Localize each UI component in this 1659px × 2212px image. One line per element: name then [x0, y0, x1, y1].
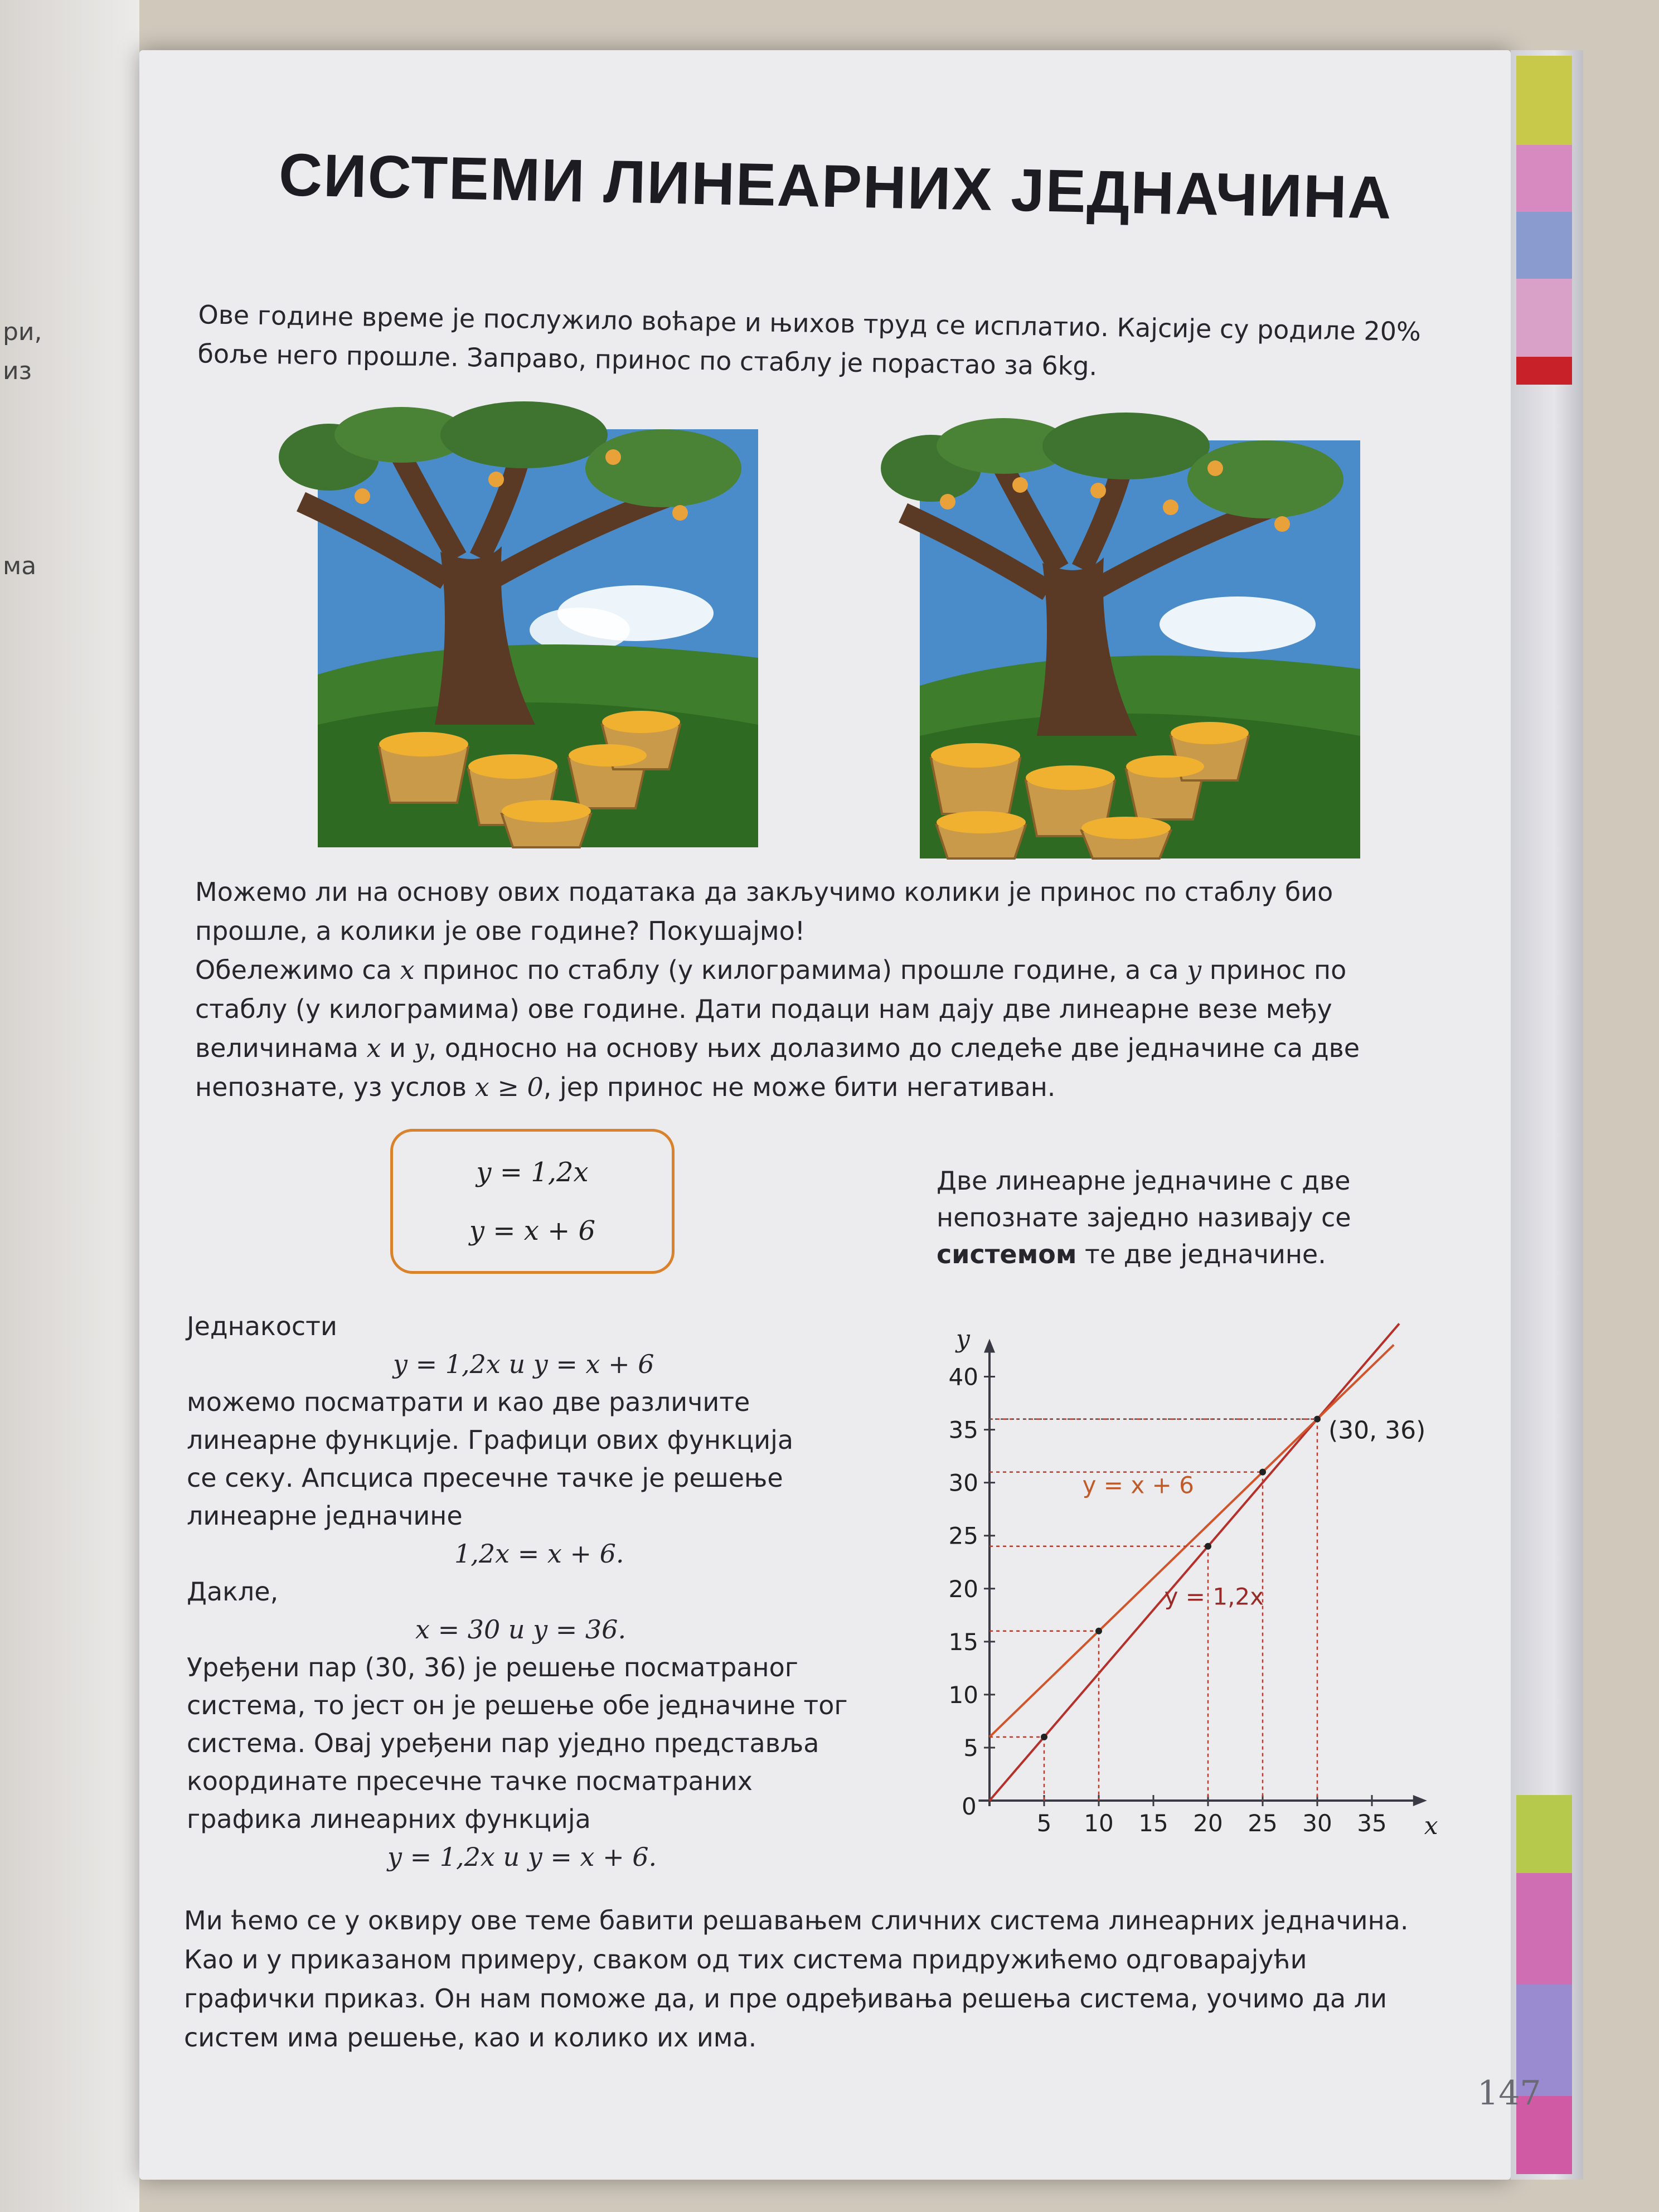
explanation-line: система. Овај уређени пар уједно представља — [187, 1728, 819, 1758]
y-tick-label: 20 — [948, 1575, 978, 1603]
question-line: прошле, а колики је ове године? Покушајмо! — [195, 916, 806, 946]
closing-line: Ми ћемо се у оквиру ове теме бавити решавањем сличних система линеарних једначина. — [184, 1905, 1409, 1936]
question-line: стаблу (у килограмима) ове године. Дати подаци нам дају две линеарне везе међу — [195, 994, 1332, 1024]
equations-inline: y = 1,2x и y = x + 6. — [387, 1842, 657, 1872]
series-line-y-x-plus-6 — [989, 1345, 1394, 1736]
text: принос по — [1201, 955, 1347, 985]
x-axis-label: x — [1424, 1812, 1438, 1840]
tree-illustration-left — [234, 413, 758, 847]
equation-system-box — [390, 1129, 675, 1274]
var-y: y — [1187, 955, 1202, 985]
y-tick-label: 15 — [948, 1628, 978, 1656]
text: те две једначине. — [1076, 1239, 1326, 1269]
equations-inline: y = 1,2x и y = x + 6 — [393, 1349, 654, 1379]
intersection-label: (30, 36) — [1328, 1416, 1426, 1445]
series-label: y = x + 6 — [1082, 1471, 1194, 1499]
page-number: 147 — [1477, 2074, 1541, 2113]
page-title: СИСТЕМИ ЛИНЕАРНИХ ЈЕДНАЧИНА — [278, 140, 1393, 231]
explanation-heading: Једнакости — [187, 1311, 337, 1341]
keyword-system: системом — [937, 1239, 1077, 1269]
explanation-line: линеарне функције. Графици ових функција — [187, 1425, 794, 1455]
definition-line: непознате заједно називају се — [937, 1202, 1351, 1233]
text: и — [381, 1033, 414, 1063]
color-tab — [1516, 357, 1572, 385]
y-tick-label: 25 — [948, 1522, 978, 1550]
intersection-chart — [914, 1310, 1438, 1856]
condition: x ≥ 0 — [474, 1072, 544, 1102]
color-tab — [1516, 279, 1572, 357]
color-tab — [1516, 1873, 1572, 1985]
definition-line — [937, 1236, 1438, 1273]
series-label: y = 1,2x — [1164, 1583, 1264, 1611]
explanation-text — [187, 1307, 911, 1876]
equation-1: y = 1,2x — [476, 1157, 589, 1188]
explanation-line: Дакле, — [187, 1576, 279, 1607]
x-tick-label: 35 — [1357, 1810, 1387, 1837]
closing-line: Као и у приказаном примеру, сваком од тих система придружићемо одговарајући — [184, 1944, 1307, 1975]
question-paragraph — [195, 872, 1477, 1107]
explanation-line: Уређени пар (30, 36) је решење посматраног — [187, 1652, 798, 1682]
var-y: y — [414, 1033, 429, 1063]
text: , односно на основу њих долазимо до следеће две једначине са две — [428, 1033, 1360, 1063]
text: Обележимо са — [195, 955, 400, 985]
x-axis-arrow — [1413, 1795, 1427, 1806]
color-tab — [1516, 145, 1572, 212]
explanation-line: система, то јест он је решење обе једначине тог — [187, 1690, 848, 1720]
closing-line: графички приказ. Он нам поможе да, и пре одређивања решења система, уочимо да ли — [184, 1983, 1388, 2014]
intro-line: боље него прошле. Заправо, принос по стаблу је порастао за 6kg. — [197, 338, 1098, 381]
explanation-line: се секу. Апсциса пресечне тачке је решење — [187, 1463, 783, 1493]
explanation-line: координате пресечне тачке посматраних — [187, 1766, 753, 1796]
y-tick-label: 10 — [948, 1681, 978, 1709]
closing-paragraph — [184, 1901, 1466, 2057]
x-tick-label: 15 — [1138, 1810, 1168, 1837]
explanation-line: можемо посматрати и као две различите — [187, 1387, 750, 1417]
text: непознате, уз услов — [195, 1072, 475, 1102]
var-x: x — [400, 955, 415, 985]
explanation-line: линеарне једначине — [187, 1501, 463, 1531]
text: величинама — [195, 1033, 367, 1063]
text: , јер принос не може бити негативан. — [543, 1072, 1056, 1102]
y-axis-label: y — [956, 1325, 970, 1354]
left-page-text: ри, — [3, 318, 42, 346]
x-tick-label: 30 — [1302, 1810, 1332, 1837]
question-line — [195, 1029, 1477, 1068]
x-tick-label: 25 — [1248, 1810, 1278, 1837]
explanation-line: графика линеарних функција — [187, 1804, 591, 1834]
equation-2: y = x + 6 — [469, 1215, 596, 1246]
y-tick-label: 30 — [948, 1469, 978, 1497]
y-tick-label: 40 — [948, 1363, 978, 1391]
color-tab — [1516, 56, 1572, 145]
intro-line: Ове године време је послужило воћаре и њихов труд се исплатио. Кајсије су родиле 20% — [198, 299, 1422, 347]
data-point — [1205, 1543, 1211, 1550]
definition-text — [937, 1162, 1438, 1273]
origin-label: 0 — [962, 1793, 977, 1820]
y-tick-label: 35 — [948, 1416, 978, 1444]
x-tick-label: 20 — [1193, 1810, 1223, 1837]
question-line: Можемо ли на основу ових података да закључимо колики је принос по стаблу био — [195, 877, 1333, 907]
y-axis-arrow — [984, 1338, 995, 1352]
left-page-text: ма — [3, 552, 37, 580]
closing-line: систем има решење, као и колико их има. — [184, 2022, 757, 2053]
text: принос по стаблу (у килограмима) прошле године, а са — [414, 955, 1187, 985]
definition-line: Две линеарне једначине с две — [937, 1166, 1351, 1196]
data-point — [1095, 1628, 1102, 1634]
question-line — [195, 1068, 1477, 1107]
x-tick-label: 10 — [1084, 1810, 1114, 1837]
linear-equation: 1,2x = x + 6. — [454, 1539, 624, 1569]
solution: x = 30 и y = 36. — [415, 1614, 627, 1645]
data-point — [1041, 1734, 1047, 1740]
x-tick-label: 5 — [1036, 1810, 1052, 1837]
color-tab — [1516, 212, 1572, 279]
var-x: x — [366, 1033, 381, 1063]
y-tick-label: 5 — [963, 1734, 978, 1762]
series-line-y-1.2x — [989, 1323, 1399, 1801]
tree-illustration-right — [836, 424, 1360, 858]
color-tab — [1516, 1795, 1572, 1873]
data-point — [1259, 1469, 1266, 1476]
question-line — [195, 950, 1477, 989]
left-page-text: из — [3, 357, 32, 385]
